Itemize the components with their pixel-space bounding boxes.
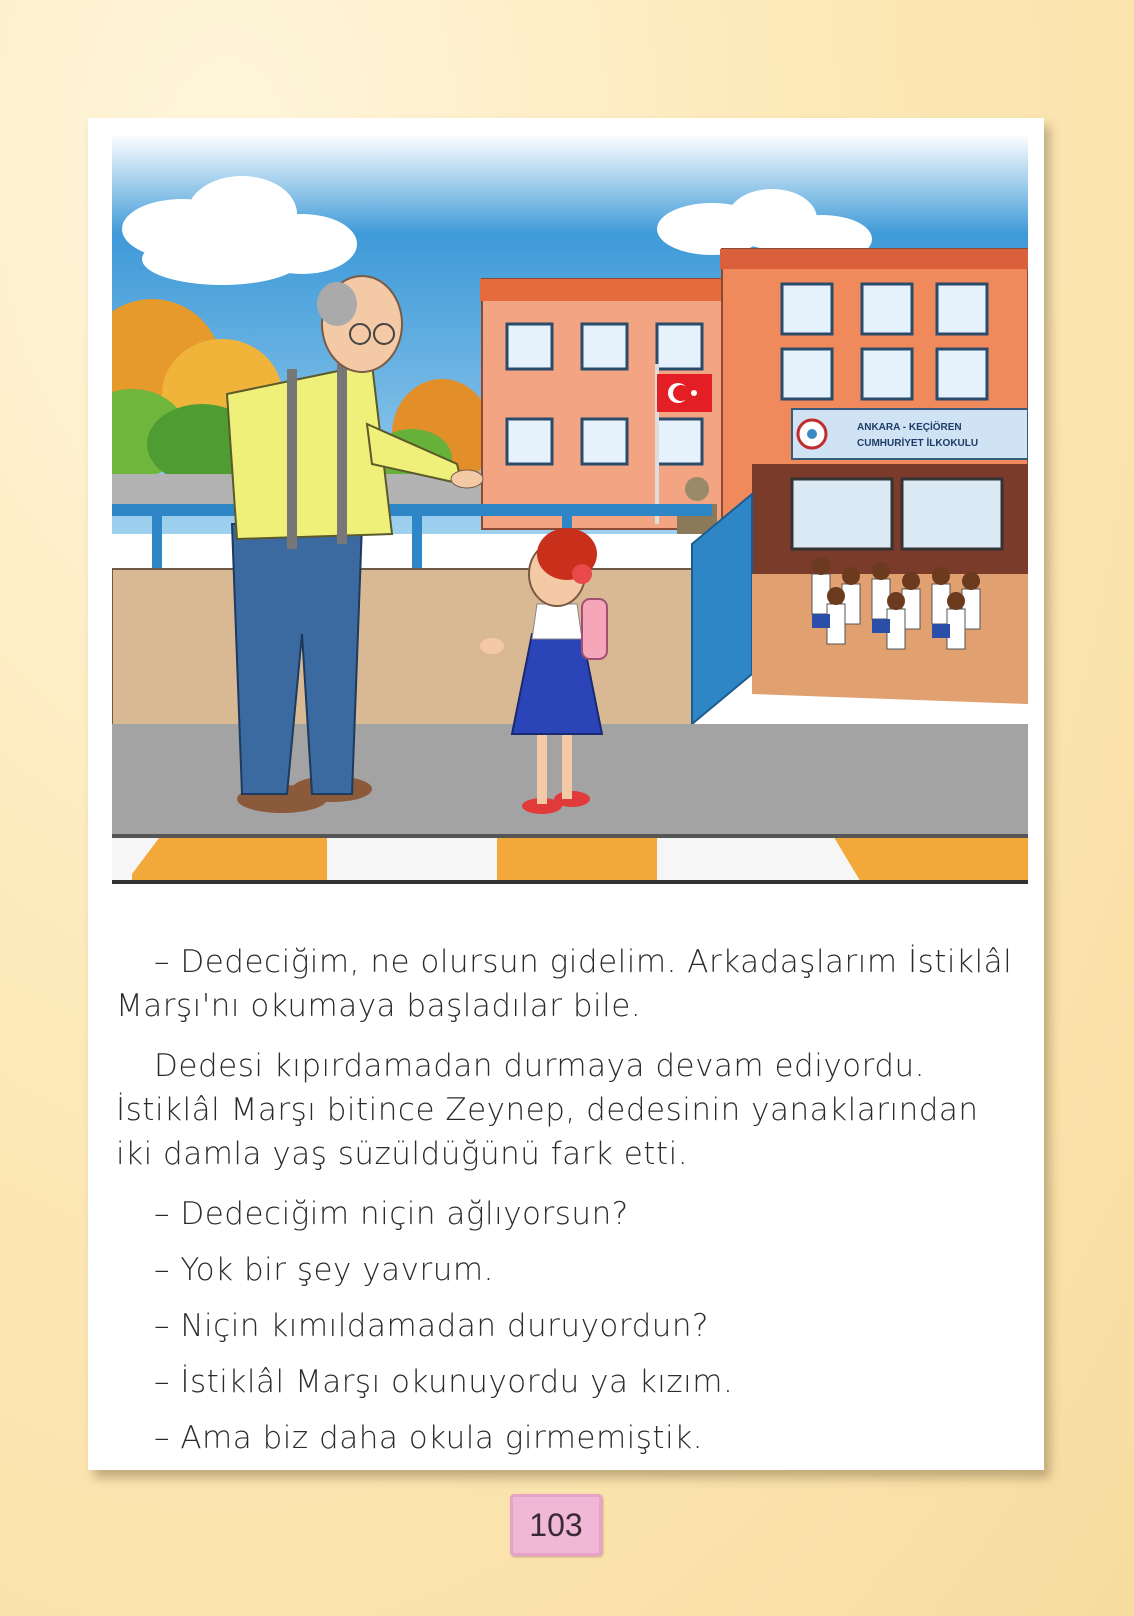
- page-number: 103: [510, 1494, 602, 1556]
- story-paragraph: Dedesi kıpırdamadan durmaya devam ediyordu. İstiklâl Marşı bitince Zeynep, dedesinin yanaklarından iki damla yaş süzüldüğünü fark etti.: [116, 1048, 979, 1172]
- school-building-right: [720, 249, 1028, 584]
- blue-railing: [112, 504, 712, 574]
- dialogue-line: – Dedeciğim niçin ağlıyorsun?: [154, 1196, 629, 1232]
- dialogue-line: – Ama biz daha okula girmemiştik.: [154, 1420, 703, 1456]
- dialogue-line: – İstiklâl Marşı okunuyordu ya kızım.: [154, 1364, 734, 1400]
- story-illustration: [112, 134, 1028, 912]
- story-text: [116, 940, 1016, 1472]
- dialogue-line: – Yok bir şey yavrum.: [154, 1252, 494, 1288]
- dialogue-line: – Niçin kımıldamadan duruyordun?: [154, 1308, 710, 1344]
- story-paragraph: – Dedeciğim, ne olursun gidelim. Arkadaşlarım İstiklâl Marşı'nı okumaya başladılar bile.: [116, 944, 1013, 1024]
- ministry-logo-icon: [798, 420, 826, 448]
- turkish-flag-icon: [657, 374, 712, 412]
- school-sign-line1: ANKARA - KEÇİÖREN: [857, 422, 962, 433]
- school-sign-line2: CUMHURİYET İLKOKULU: [857, 438, 979, 449]
- curb: [112, 834, 1028, 884]
